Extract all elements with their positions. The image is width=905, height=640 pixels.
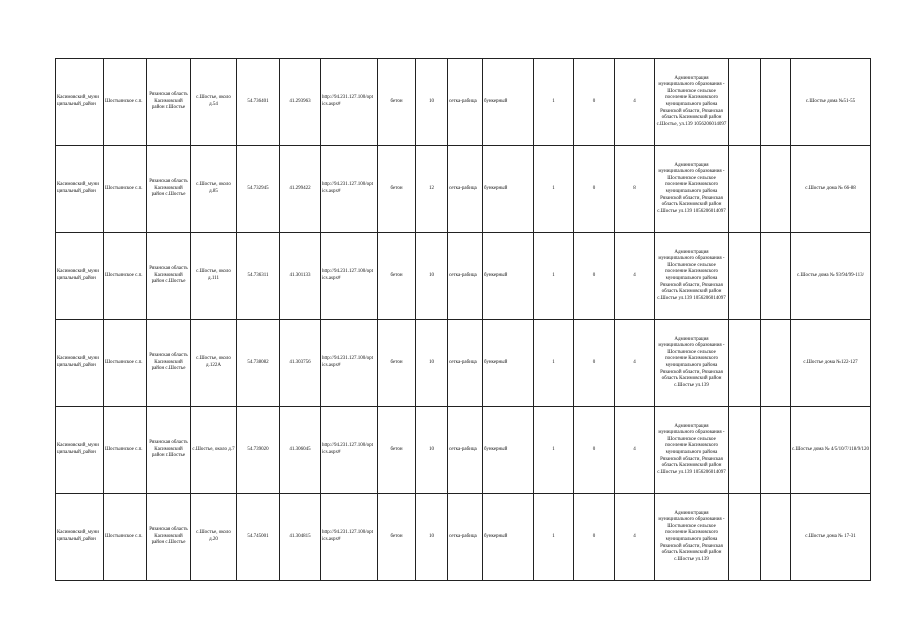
cell-settlement: Шостьинское с.п. [104, 320, 147, 407]
cell-container-type: бункерный [483, 320, 534, 407]
cell-area: 12 [416, 146, 448, 233]
cell-capacity: 4 [615, 59, 655, 146]
cell-latitude: 54.738082 [237, 320, 280, 407]
cell-longitude: 41.301133 [280, 233, 321, 320]
cell-link: http://94.231.127.100/opt ics.aspx# [321, 494, 378, 581]
cell-container-type: бункерный [483, 146, 534, 233]
data-table [55, 58, 871, 581]
cell-fence: сетка-рабица [448, 233, 483, 320]
table-row [56, 494, 871, 581]
cell-owner: Администрация муниципального образования - Шостьинское сельское поселение Касимовского муниципального района Рязанской области, Рязанская область Касимовский район с.Шостье ул.139 [655, 320, 729, 407]
cell-settlement: Шостьинское с.п. [104, 407, 147, 494]
cell-link: http://94.231.127.100/opt ics.aspx# [321, 59, 378, 146]
cell-blank1 [729, 407, 761, 494]
cell-municipality: Касимовский_муни ципальный_район [56, 407, 104, 494]
cell-capacity: 8 [615, 146, 655, 233]
cell-volume: 0 [574, 407, 615, 494]
cell-longitude: 41.304815 [280, 494, 321, 581]
cell-sources: с.Шостье дома № 93/94/99-113/ [791, 233, 871, 320]
cell-region: Рязанская область Касимовский район с.Шостье [147, 146, 191, 233]
cell-sources: с.Шостье дома № 4/5/10/7/118/9/120 [791, 407, 871, 494]
cell-municipality: Касимовский_муни ципальный_район [56, 494, 104, 581]
cell-link: http://94.231.127.100/opt ics.aspx# [321, 320, 378, 407]
cell-volume: 0 [574, 494, 615, 581]
cell-region: Рязанская область Касимовский район г.Шостье [147, 407, 191, 494]
cell-settlement: Шостьинское с.п. [104, 233, 147, 320]
cell-sources: с.Шостье дома №51-55 [791, 59, 871, 146]
cell-fence: сетка-рабица [448, 146, 483, 233]
cell-link: http://94.231.127.100/opt ics.aspx# [321, 146, 378, 233]
cell-municipality: Касимовский_муни ципальный_район [56, 233, 104, 320]
cell-surface: бетон [378, 407, 416, 494]
cell-fence: сетка-рабица [448, 59, 483, 146]
cell-blank1 [729, 59, 761, 146]
cell-surface: бетон [378, 494, 416, 581]
cell-count: 1 [534, 494, 574, 581]
cell-sources: с.Шостье дома №122-127 [791, 320, 871, 407]
cell-latitude: 54.739020 [237, 407, 280, 494]
cell-volume: 0 [574, 233, 615, 320]
cell-street: с.Шостье, около д.122А [191, 320, 237, 407]
cell-count: 1 [534, 407, 574, 494]
cell-capacity: 4 [615, 320, 655, 407]
table-body [56, 59, 871, 581]
table-row [56, 59, 871, 146]
cell-capacity: 4 [615, 494, 655, 581]
cell-latitude: 54.732945 [237, 146, 280, 233]
cell-blank2 [761, 494, 791, 581]
cell-street: с.Шостье, около д.111 [191, 233, 237, 320]
cell-container-type: бункерный [483, 59, 534, 146]
cell-area: 10 [416, 494, 448, 581]
cell-owner: Администрация муниципального образования - Шостьинское сельское поселение Касимовского муниципального района Рязанской области, Рязанская область Касимовский район с.Шостье, ул.139 1056206014097 [655, 59, 729, 146]
cell-fence: сетка-рабица [448, 494, 483, 581]
cell-blank2 [761, 407, 791, 494]
cell-volume: 0 [574, 59, 615, 146]
cell-area: 10 [416, 320, 448, 407]
cell-latitude: 54.736401 [237, 59, 280, 146]
cell-container-type: бункерный [483, 494, 534, 581]
cell-latitude: 54.745001 [237, 494, 280, 581]
cell-capacity: 4 [615, 233, 655, 320]
cell-longitude: 41.299422 [280, 146, 321, 233]
cell-street: с.Шостье, около д.7 [191, 407, 237, 494]
cell-street: с.Шостье, около д.54 [191, 59, 237, 146]
table-row [56, 407, 871, 494]
cell-blank1 [729, 233, 761, 320]
cell-area: 10 [416, 407, 448, 494]
cell-surface: бетон [378, 146, 416, 233]
cell-longitude: 41.293963 [280, 59, 321, 146]
cell-owner: Администрация муниципального образования - Шостьинское сельское поселение Касимовского муниципального района Рязанской области, Рязанская область Касимовский район с.Шостье ул.139 1056206014097 [655, 233, 729, 320]
cell-region: Рязанская область Касимовский район с.Шостье [147, 233, 191, 320]
cell-sources: с.Шостье дома № 66-88 [791, 146, 871, 233]
cell-settlement: Шостьинское с.п. [104, 146, 147, 233]
cell-surface: бетон [378, 59, 416, 146]
cell-owner: Администрация муниципального образования - Шостьинское сельское поселение Касимовского муниципального района Рязанской области, Рязанская область Касимовский район с.Шостье ул.139 1056206014097 [655, 146, 729, 233]
cell-capacity: 4 [615, 407, 655, 494]
cell-street: с.Шостье, около д.85 [191, 146, 237, 233]
cell-link: http://94.231.127.100/opt ics.aspx# [321, 407, 378, 494]
cell-municipality: Касимовский_муни ципальный_район [56, 146, 104, 233]
cell-area: 10 [416, 59, 448, 146]
cell-municipality: Касимовский_муни ципальный_район [56, 59, 104, 146]
cell-region: Рязанская область Касимовский район г.Шостье [147, 59, 191, 146]
table-row [56, 146, 871, 233]
cell-municipality: Касимовский_муни ципальный_район [56, 320, 104, 407]
cell-longitude: 41.303756 [280, 320, 321, 407]
cell-street: с.Шостье, около д.20 [191, 494, 237, 581]
cell-area: 10 [416, 233, 448, 320]
cell-blank1 [729, 494, 761, 581]
table-row [56, 233, 871, 320]
cell-link: http://94.231.127.100/opt ics.aspx# [321, 233, 378, 320]
cell-container-type: бункерный [483, 407, 534, 494]
cell-blank2 [761, 320, 791, 407]
cell-settlement: Шостьинское с.п. [104, 59, 147, 146]
cell-count: 1 [534, 59, 574, 146]
cell-blank1 [729, 146, 761, 233]
cell-count: 1 [534, 146, 574, 233]
cell-settlement: Шостьинское с.п. [104, 494, 147, 581]
cell-count: 1 [534, 233, 574, 320]
cell-sources: с.Шостье дома № 17-31 [791, 494, 871, 581]
cell-fence: сетка-рабица [448, 320, 483, 407]
cell-latitude: 54.736311 [237, 233, 280, 320]
cell-blank2 [761, 146, 791, 233]
cell-owner: Администрация муниципального образования - Шостьинское сельское поселение Касимовского муниципального района Рязанской области, Рязанская область Касимовский район с.Шостье ул.139 1056206014097 [655, 407, 729, 494]
cell-container-type: бункерный [483, 233, 534, 320]
cell-region: Рязанская область Касимовский район с.Шостье [147, 494, 191, 581]
table-row [56, 320, 871, 407]
cell-blank2 [761, 59, 791, 146]
cell-volume: 0 [574, 320, 615, 407]
cell-longitude: 41.306045 [280, 407, 321, 494]
cell-blank2 [761, 233, 791, 320]
cell-fence: сетка-рабица [448, 407, 483, 494]
cell-region: Рязанская область Касимовский район с.Шостье [147, 320, 191, 407]
cell-count: 1 [534, 320, 574, 407]
cell-blank1 [729, 320, 761, 407]
cell-volume: 0 [574, 146, 615, 233]
cell-surface: бетон [378, 320, 416, 407]
cell-surface: бетон [378, 233, 416, 320]
cell-owner: Администрация муниципального образования - Шостьинское сельское поселение Касимовского муниципального района Рязанской области, Рязанская область Касимовский район с.Шостье ул.139 [655, 494, 729, 581]
